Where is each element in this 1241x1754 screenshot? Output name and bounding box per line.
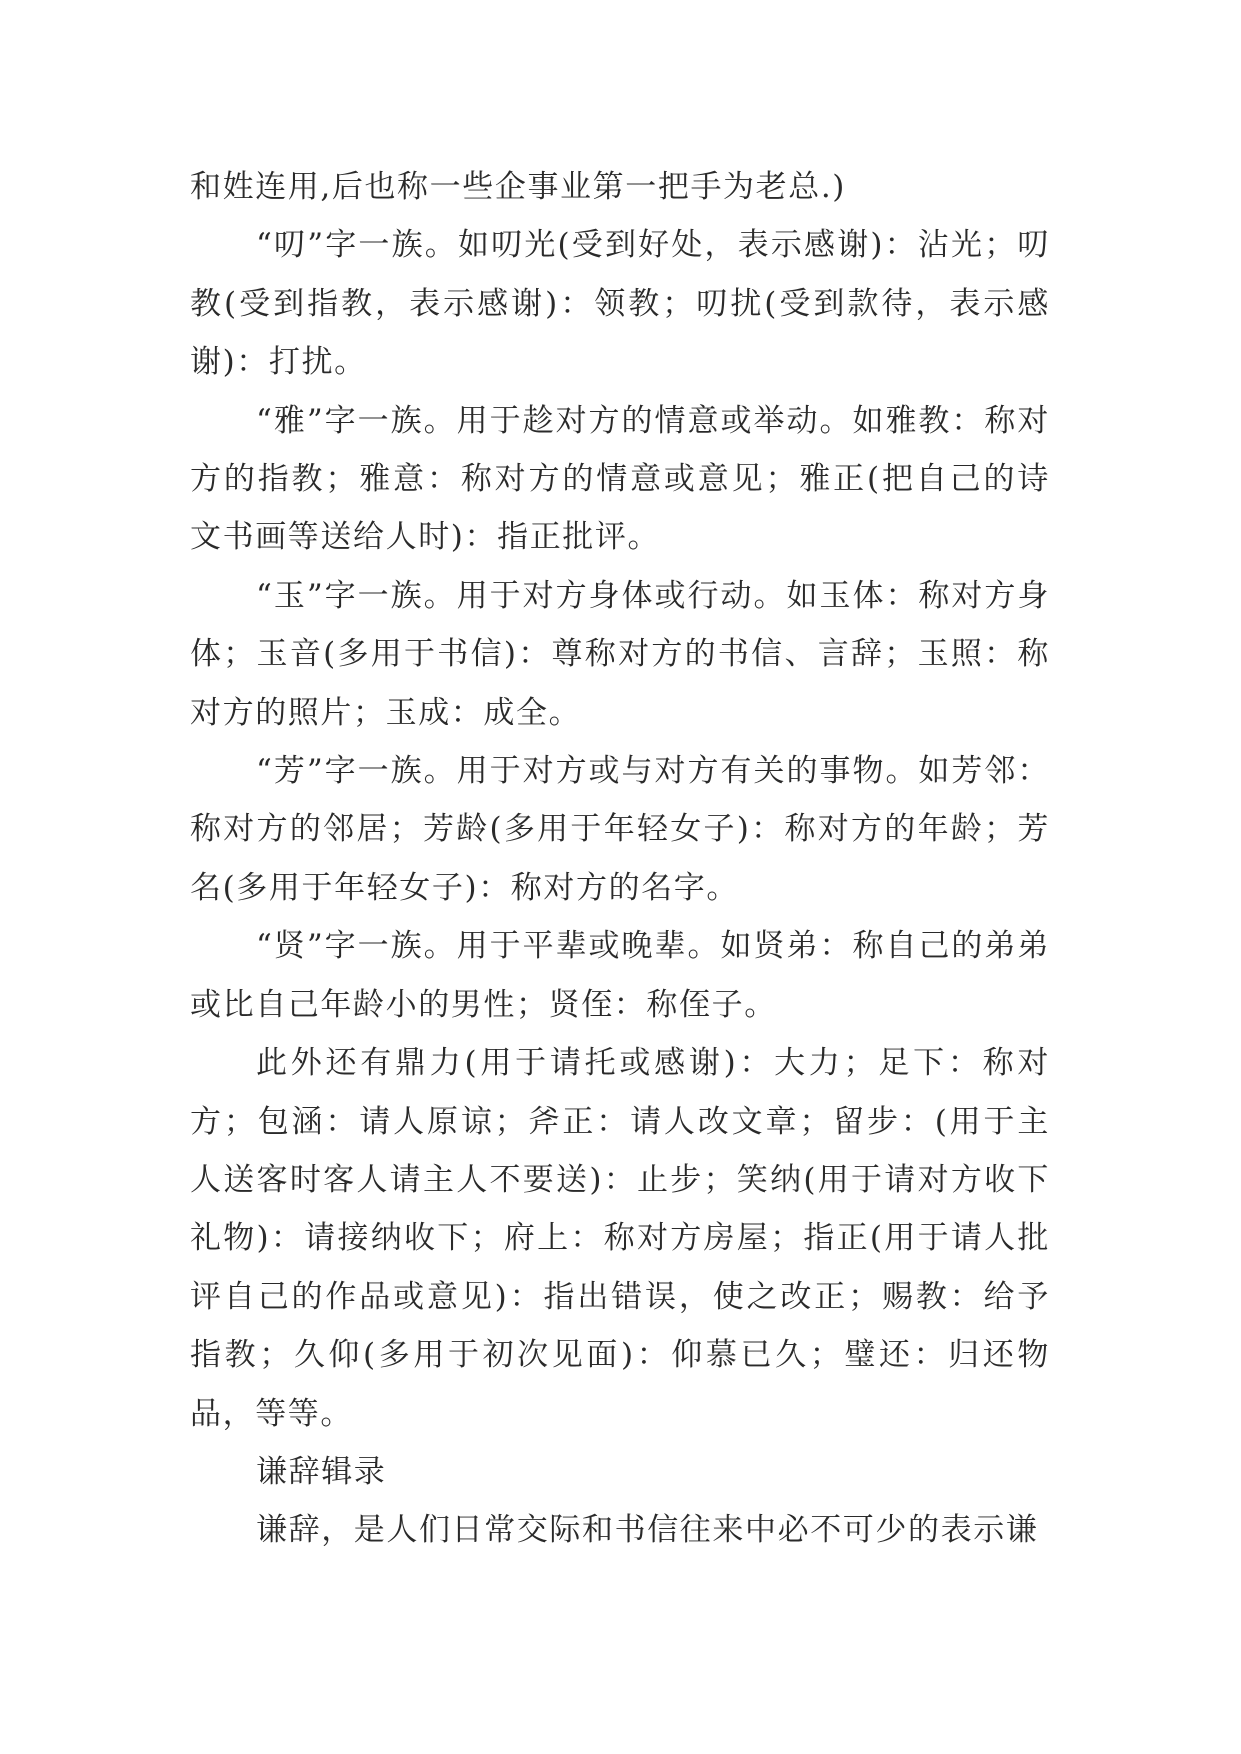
paragraph-fang-family: “芳”字一族。用于对方或与对方有关的事物。如芳邻：称对方的邻居；芳龄(多用于年轻女子)：称对方的年龄；芳名(多用于年轻女子)：称对方的名字。 [190,753,1050,906]
paragraph-dao-family: “叨”字一族。如叨光(受到好处，表示感谢)：沾光；叨教(受到指教，表示感谢)：领教；叨扰(受到款待，表示感谢)：打扰。 [190,227,1050,381]
document-body [190,158,1050,1560]
paragraph-other-terms: 此外还有鼎力(用于请托或感谢)：大力；足下：称对方；包涵：请人原谅；斧正：请人改文章；留步：(用于主人送客时客人请主人不要送)：止步；笑纳(用于请对方收下礼物)：请接纳收下；府上：称对方房屋；指正(用于请人批评自己的作品或意见)：指出错误，使之改正；赐教：给予指教；久仰(多用于初次见面)：仰慕已久；璧还：归还物品，等等。 [190,1045,1050,1432]
section-heading: 谦辞辑录 [256,1453,387,1490]
paragraph-intro: 谦辞，是人们日常交际和书信往来中必不可少的表示谦 [256,1512,1039,1549]
paragraph-continuation: 和姓连用,后也称一些企事业第一把手为老总.) [190,169,846,205]
paragraph-ya-family: “雅”字一族。用于趁对方的情意或举动。如雅教：称对方的指教；雅意：称对方的情意或意见；雅正(把自己的诗文书画等送给人时)：指正批评。 [190,402,1050,556]
paragraph-yu-family: “玉”字一族。用于对方身体或行动。如玉体：称对方身体；玉音(多用于书信)：尊称对方的书信、言辞；玉照：称对方的照片；玉成：成全。 [190,577,1050,731]
paragraph-xian-family: “贤”字一族。用于平辈或晚辈。如贤弟：称自己的弟弟或比自己年龄小的男性；贤侄：称侄子。 [190,928,1050,1023]
